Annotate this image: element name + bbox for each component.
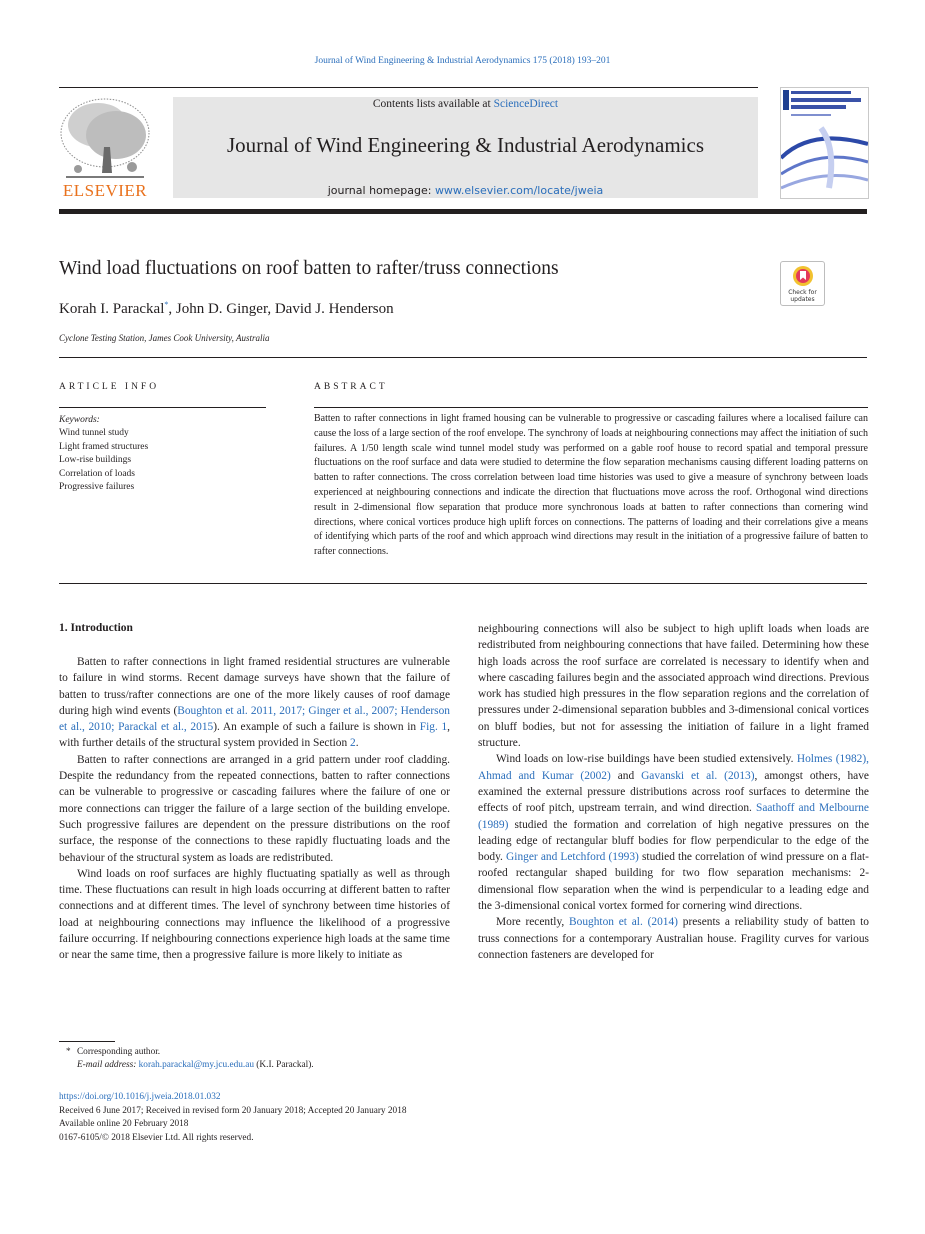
publication-info [59,1091,407,1145]
sciencedirect-link[interactable]: ScienceDirect [493,98,559,110]
affiliation: Cyclone Testing Station, James Cook University, Australia [59,333,270,343]
article-info-heading: ARTICLE INFO [59,382,160,392]
author-first[interactable]: Korah I. Parackal [59,301,165,317]
received-dates: Received 6 June 2017; Received in revised form 20 January 2018; Accepted 20 January 2018 [59,1105,407,1116]
author-others[interactable]: , John D. Ginger, David J. Henderson [168,301,394,317]
keyword-item: Progressive failures [59,482,135,493]
section-heading-introduction: 1. Introduction [59,622,133,634]
divider-after-abstract [59,583,867,584]
email-link[interactable]: korah.parackal@my.jcu.edu.au [138,1060,254,1070]
email-label: E-mail address: [77,1060,137,1070]
citation-link[interactable]: Holmes (1982), Ahmad and Kumar (2002) [478,753,869,782]
article-title: Wind load fluctuations on roof batten to rafter/truss connections [59,258,559,279]
keywords-label: Keywords: [59,415,100,425]
header-top-rule [59,87,758,88]
paragraph: Wind loads on roof surfaces are highly fluctuating spatially as well as through time. These fluctuations can result in high loads occurring at different batten to rafter connections and at different times. The level of synchrony between time histories of load at neighbouring connections may influence the likelihood of a progressive failure occurring. If neighbouring connections experience high loads at the same time or near the same time, then a progressive failure is more likely to initiate as [59,867,450,962]
contents-available [173,98,758,110]
author-list [59,300,394,318]
abstract-heading: ABSTRACT [314,382,388,392]
header-thick-rule [59,209,867,214]
elsevier-logo[interactable] [58,95,152,199]
corresponding-star[interactable]: * [164,300,169,309]
citation-link[interactable]: Boughton et al. 2011, 2017; Ginger et al., 2007; Henderson et al., 2010; Parackal et al., 2015 [59,704,450,734]
citation-link[interactable]: Boughton et al. (2014) [569,916,678,929]
citation-link[interactable]: Gavanski et al. (2013) [641,769,755,782]
contents-prefix: Contents lists available at [372,98,491,110]
citation-link[interactable]: Saathoff and Melbourne (1989) [478,802,869,831]
check-for-updates-badge[interactable] [780,261,825,306]
body-column-left [59,654,450,964]
divider-after-affiliation [59,357,867,358]
paragraph: neighbouring connections will also be subject to high uplift loads when loads are redistributed from neighbouring connections that have failed. Determining how these high loads across the roof surface are correlated is necessary to identify when and where cascading failures begin and the associated approach wind directions. Previous work has studied high pressures in the flow separation regions and the correlation of pressures under 2-dimensional separation bubbles and 3-dimensional conical vortices on bluff bodies, but not for assessing the initiation of failure in a light framed structure. [478,623,869,750]
journal-banner [173,97,758,198]
body-column-right [478,621,869,963]
keyword-item: Low-rise buildings [59,455,132,466]
copyright: 0167-6105/© 2018 Elsevier Ltd. All rights reserved. [59,1132,254,1143]
corresponding-label: Corresponding author. [76,1047,161,1057]
bookmark-ribbon-icon [792,265,814,287]
footnote-star: * [66,1047,71,1057]
paragraph: Batten to rafter connections are arranged in a grid pattern under roof cladding. Despite the redundancy from the repeated connections, batten to rafter connections can be vulnerable to progressive or cascading failures where the failure of one or more connections can trigger the failure of a large section of the building envelope. Such progressive failures are dependent on the pressure distributions on the roof surface, the response of the connections to these rapidly fluctuating loads and the behaviour of the structural system as loads are redistributed. [59,753,450,864]
journal-homepage [173,184,758,197]
citation-link[interactable]: Ginger and Letchford (1993) [506,851,639,864]
keyword-item: Wind tunnel study [59,428,129,439]
journal-cover-icon [781,88,868,198]
paragraph: Wind loads on low-rise buildings have been studied extensively. Holmes (1982), Ahmad and Kumar (2002) and Gavanski et al. (2013), amongst others, have examined the external pressure distributions across roof surfaces to determine the effects of roof pitch, upstream terrain, and wind direction. Saathoff and Melbourne (1989) studied the formation and correlation of high negative pressures on the leading edge of rectangular bluff bodies for flow perpendicular to the edge of the body. Ginger and Letchford (1993) studied the correlation of wind pressure on a flat-roofed rectangular shaped building for two flow separation mechanisms: 2-dimensional flow separation when the wind is perpendicular to a leading edge and the 3-dimensional conical vortex formed for cornering wind directions. [478,753,869,913]
paragraph: Batten to rafter connections in light framed residential structures are vulnerable to failure in wind storms. Recent damage surveys have shown that the failure of batten to truss/rafter connections are one of the more likely causes of roof damage during high wind events (Boughton et al. 2011, 2017; Ginger et al., 2007; Henderson et al., 2010; Parackal et al., 2015). An example of such a failure is shown in Fig. 1, with further details of the structural system provided in Section 2. [59,656,451,750]
keywords-block [59,414,148,494]
footnote-rule [59,1041,115,1042]
article-info-rule [59,407,266,408]
keyword-item: Correlation of loads [59,468,135,479]
abstract-rule [314,407,868,408]
email-suffix: (K.I. Parackal). [253,1060,314,1070]
journal-title: Journal of Wind Engineering & Industrial Aerodynamics [226,133,704,157]
homepage-link[interactable]: www.elsevier.com/locate/jweia [434,184,604,197]
paragraph: More recently, Boughton et al. (2014) presents a reliability study of batten to truss connections for a contemporary Australian house. Fragility curves for various connection fasteners are developed for [478,916,869,961]
section-link[interactable]: 2 [350,737,356,750]
footnote-corresponding [66,1046,160,1060]
footnote-email [77,1059,314,1073]
check-for-updates-label: Check for updates [788,289,817,303]
doi-link[interactable]: https://doi.org/10.1016/j.jweia.2018.01.032 [59,1092,221,1102]
journal-cover-thumbnail[interactable] [780,87,869,199]
available-online: Available online 20 February 2018 [59,1119,189,1129]
running-head[interactable]: Journal of Wind Engineering & Industrial Aerodynamics 175 (2018) 193–201 [314,56,611,66]
abstract-text: Batten to rafter connections in light framed housing can be vulnerable to progressive or cascading failures where a localised failure can cause the loss of a large section of the roof envelope. The synchrony of loads at neighbouring connections may affect the initiation of such failures. A 1/50 length scale wind tunnel model study was performed on a gable roof house to record spatial and temporal pressure fluctuations on the roof surface and data were studied to determine the flow separation mechanisms causing different loading patterns on batten to rafter connections. The cross correlation between load time histories was used to give a measure of synchrony between loads experienced at neighbouring connections and indicate the direction that fluctuations move across the roof. Orthogonal wind directions result in 2-dimensional flow separation that produce more synchronous loads at batten to rafter connections than cornering wind directions, where conical vortices produce high uplift forces on connections. The patterns of loading and their correlations give a means of identifying which parts of the roof and which approach wind directions may result in the initiation of a progressive failure of batten to rafter connections. [314,413,868,558]
keyword-item: Light framed structures [59,441,149,452]
figure-link[interactable]: Fig. 1 [419,721,448,734]
homepage-prefix: journal homepage: [327,184,432,197]
elsevier-wordmark: ELSEVIER [62,181,148,200]
